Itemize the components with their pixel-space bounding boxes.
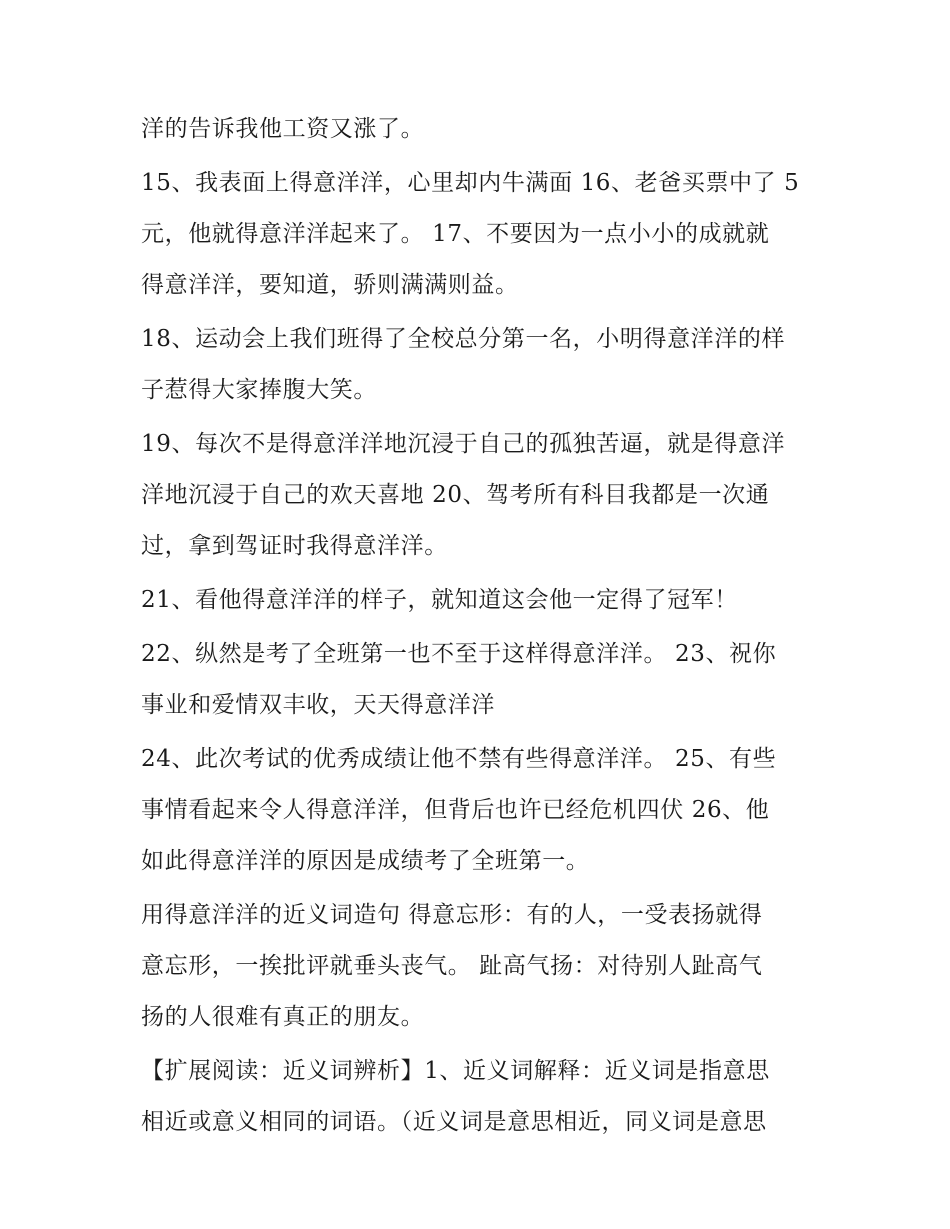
text-line: 21、看他得意洋洋的样子，就知道这会他一定得了冠军！ xyxy=(141,587,738,613)
text-line: 洋地沉浸于自己的欢天喜地 20、驾考所有科目我都是一次通 xyxy=(141,482,770,508)
text-line: 24、此次考试的优秀成绩让他不禁有些得意洋洋。 25、有些 xyxy=(141,746,777,772)
text-line: 19、每次不是得意洋洋地沉浸于自己的孤独苦逼，就是得意洋 xyxy=(141,431,786,457)
text-line: 22、纵然是考了全班第一也不至于这样得意洋洋。 23、祝你 xyxy=(141,641,777,667)
text-line: 扬的人很难有真正的朋友。 xyxy=(141,1004,425,1030)
text-line: 元，他就得意洋洋起来了。 17、不要因为一点小小的成就就 xyxy=(141,221,770,247)
text-line: 得意洋洋，要知道，骄则满满则益。 xyxy=(141,272,519,298)
paragraph xyxy=(141,104,831,155)
text-line: 15、我表面上得意洋洋，心里却内牛满面 16、老爸买票中了 5 xyxy=(141,170,800,196)
paragraph xyxy=(141,314,831,416)
text-line: 事业和爱情双丰收，天天得意洋洋 xyxy=(141,692,495,718)
text-line: 意忘形，一挨批评就垂头丧气。 趾高气扬：对待别人趾高气 xyxy=(141,953,763,979)
paragraph xyxy=(141,575,831,626)
document-body xyxy=(141,104,831,1151)
text-line: 子惹得大家捧腹大笑。 xyxy=(141,377,377,403)
text-line: 18、运动会上我们班得了全校总分第一名，小明得意洋洋的样 xyxy=(141,326,786,352)
paragraph xyxy=(141,734,831,887)
text-line: 相近或意义相同的词语。（近义词是意思相近，同义词是意思 xyxy=(141,1109,767,1135)
paragraph xyxy=(141,890,831,1043)
paragraph xyxy=(141,1046,831,1148)
text-line: 洋的告诉我他工资又涨了。 xyxy=(141,116,425,142)
text-line: 过，拿到驾证时我得意洋洋。 xyxy=(141,533,448,559)
text-line: 事情看起来令人得意洋洋，但背后也许已经危机四伏 26、他 xyxy=(141,797,770,823)
text-line: 【扩展阅读：近义词辨析】1、近义词解释：近义词是指意思 xyxy=(141,1058,770,1084)
paragraph xyxy=(141,158,831,311)
paragraph xyxy=(141,419,831,572)
paragraph xyxy=(141,629,831,731)
text-line: 用得意洋洋的近义词造句 得意忘形：有的人，一受表扬就得 xyxy=(141,902,763,928)
text-line: 如此得意洋洋的原因是成绩考了全班第一。 xyxy=(141,848,590,874)
